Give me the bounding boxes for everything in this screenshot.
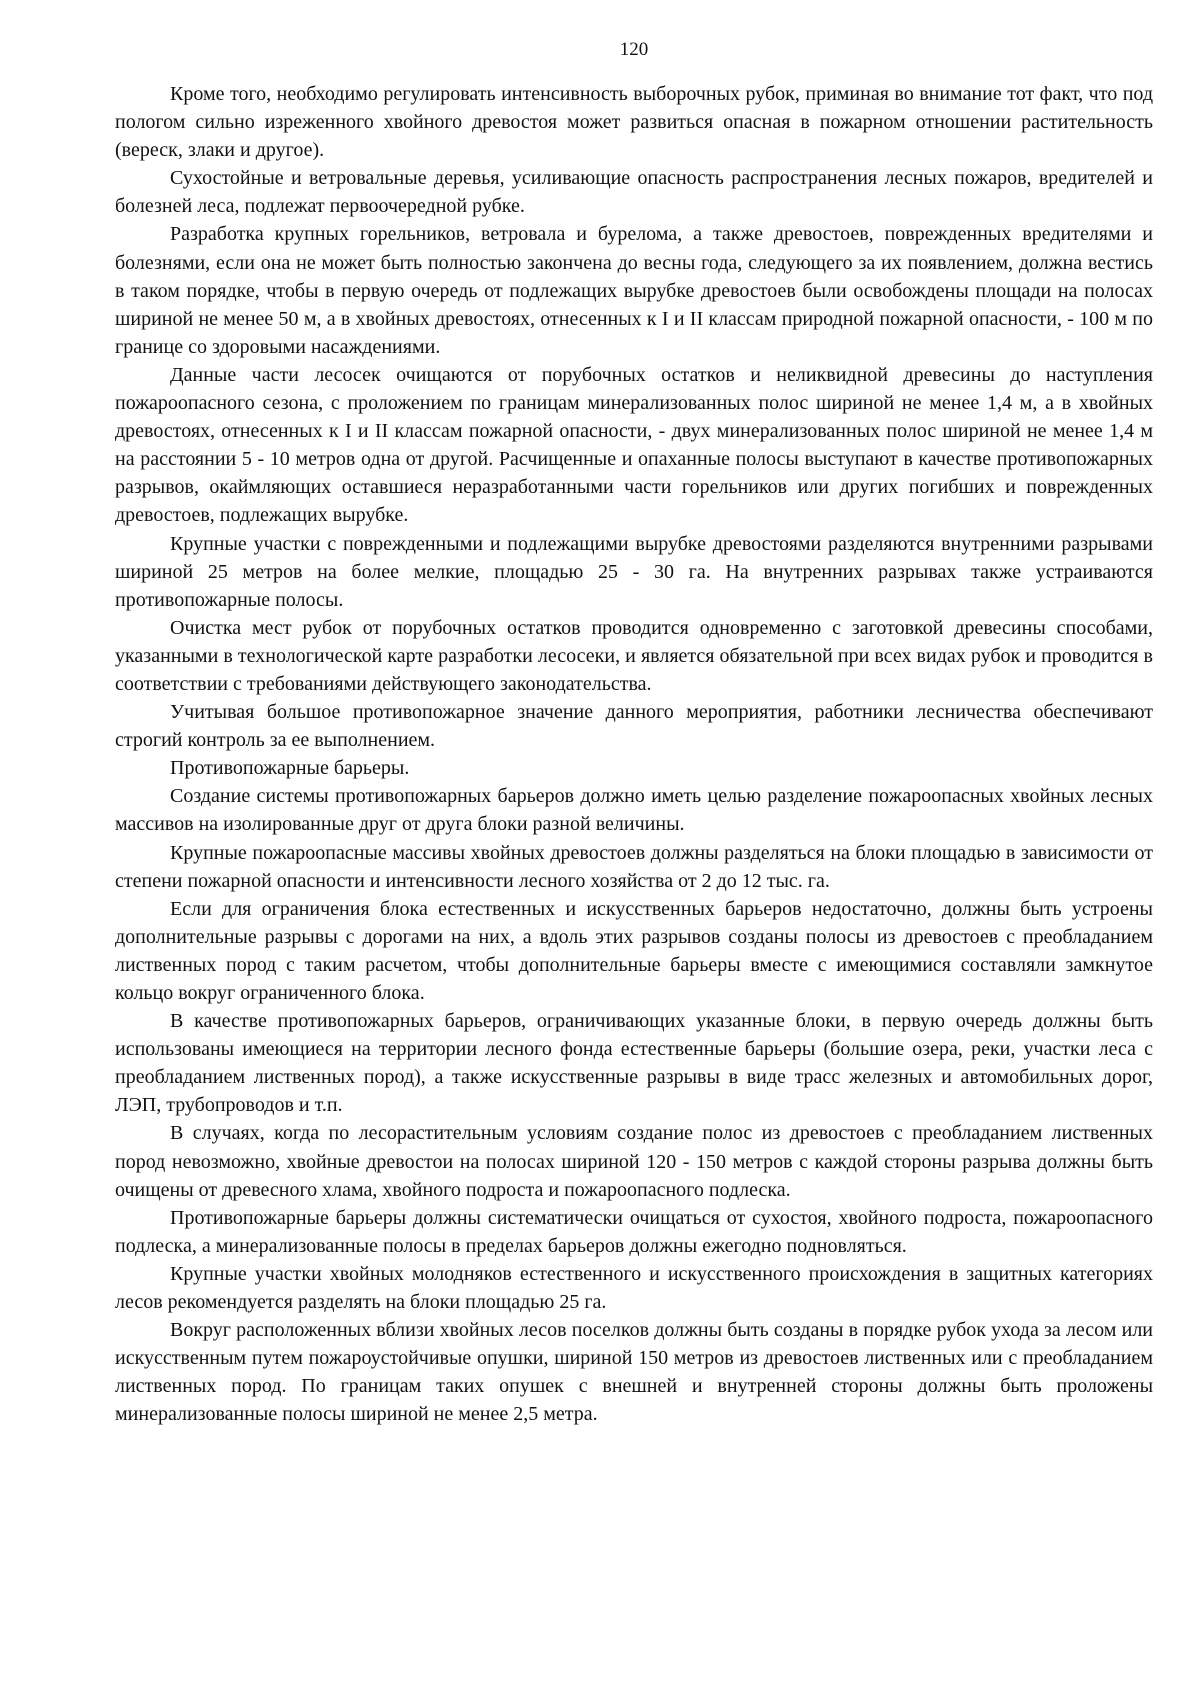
paragraph: Кроме того, необходимо регулировать интенсивность выборочных рубок, приминая во внимание тот факт, что под пологом сильно изреженного хвойного древостоя может развиться опасная в пожарном отношении растительность (вереск, злаки и другое). bbox=[115, 83, 1153, 162]
paragraph: Противопожарные барьеры должны систематически очищаться от сухостоя, хвойного подроста, пожароопасного подлеска, а минерализованные полосы в пределах барьеров должны ежегодно подновляться. bbox=[115, 1206, 1153, 1257]
paragraph: Крупные участки хвойных молодняков естественного и искусственного происхождения в защитных категориях лесов рекомендуется разделять на блоки площадью 25 га. bbox=[115, 1262, 1153, 1314]
paragraph: В качестве противопожарных барьеров, ограничивающих указанные блоки, в первую очередь должны быть использованы имеющиеся на территории лесного фонда естественные барьеры (большие озера, реки, участки леса с преобладанием лиственных пород), а также искусственные разрывы в виде трасс железных и автомобильных дорог, ЛЭП, трубопроводов и т.п. bbox=[115, 1010, 1153, 1117]
paragraph: Разработка крупных горельников, ветровала и бурелома, а также древостоев, поврежденных вредителями и болезнями, если она не может быть полностью закончена до весны года, следующего за их появлением, должна вестись в таком порядке, чтобы в первую очередь от подлежащих вырубке древостоев были освобождены площади на полосах шириной не менее 50 м, а в хвойных древостоях, отнесенных к I и II классам природной пожарной опасности, - 100 м по границе со здоровыми насаждениями. bbox=[115, 223, 1153, 358]
document-page bbox=[115, 0, 1153, 1697]
paragraph: Создание системы противопожарных барьеров должно иметь целью разделение пожароопасных хвойных лесных массивов на изолированные друг от друга блоки разной величины. bbox=[115, 785, 1153, 836]
section-heading: Противопожарные барьеры. bbox=[170, 757, 410, 780]
paragraph: Крупные пожароопасные массивы хвойных древостоев должны разделяться на блоки площадью в зависимости от степени пожарной опасности и интенсивности лесного хозяйства от 2 до 12 тыс. га. bbox=[115, 841, 1153, 892]
paragraph: Сухостойные и ветровальные деревья, усиливающие опасность распространения лесных пожаров, вредителей и болезней леса, подлежат первоочередной рубке. bbox=[115, 167, 1153, 218]
paragraph: Вокруг расположенных вблизи хвойных лесов поселков должны быть созданы в порядке рубок ухода за лесом или искусственным путем пожароустойчивые опушки, шириной 150 метров из древостоев лиственных или с преобладанием лиственных пород. По границам таких опушек с внешней и внутренней стороны должны быть проложены минерализованные полосы шириной не менее 2,5 метра. bbox=[115, 1319, 1153, 1426]
document-body bbox=[115, 80, 1153, 1429]
paragraph: Учитывая большое противопожарное значение данного мероприятия, работники лесничества обеспечивают строгий контроль за ее выполнением. bbox=[115, 701, 1153, 752]
paragraph: Крупные участки с поврежденными и подлежащими вырубке древостоями разделяются внутренними разрывами шириной 25 метров на более мелкие, площадью 25 - 30 га. На внутренних разрывах также устраиваются противопожарные полосы. bbox=[115, 532, 1153, 611]
paragraph: Данные части лесосек очищаются от порубочных остатков и неликвидной древесины до наступления пожароопасного сезона, с проложением по границам минерализованных полос шириной не менее 1,4 м, а в хвойных древостоях, отнесенных к I и II классам пожарной опасности, - двух минерализованных полос шириной не менее 1,4 м на расстоянии 5 - 10 метров одна от другой. Расчищенные и опаханные полосы выступают в качестве противопожарных разрывов, окаймляющих оставшиеся неразработанными части горельников или других погибших и поврежденных древостоев, подлежащих вырубке. bbox=[115, 363, 1153, 527]
paragraph: Очистка мест рубок от порубочных остатков проводится одновременно с заготовкой древесины способами, указанными в технологической карте разработки лесосеки, и является обязательной при всех видах рубок и проводится в соответствии с требованиями действующего законодательства. bbox=[115, 616, 1153, 695]
paragraph: Если для ограничения блока естественных и искусственных барьеров недостаточно, должны быть устроены дополнительные разрывы с дорогами на них, а вдоль этих разрывов созданы полосы из древостоев с преобладанием лиственных пород с таким расчетом, чтобы дополнительные барьеры вместе с имеющимися составляли замкнутое кольцо вокруг ограниченного блока. bbox=[115, 897, 1153, 1004]
paragraph: В случаях, когда по лесорастительным условиям создание полос из древостоев с преобладанием лиственных пород невозможно, хвойные древостои на полосах шириной 120 - 150 метров с каждой стороны разрыва должны быть очищены от древесного хлама, хвойного подроста и пожароопасного подлеска. bbox=[115, 1122, 1153, 1201]
page-number: 120 bbox=[619, 39, 649, 60]
